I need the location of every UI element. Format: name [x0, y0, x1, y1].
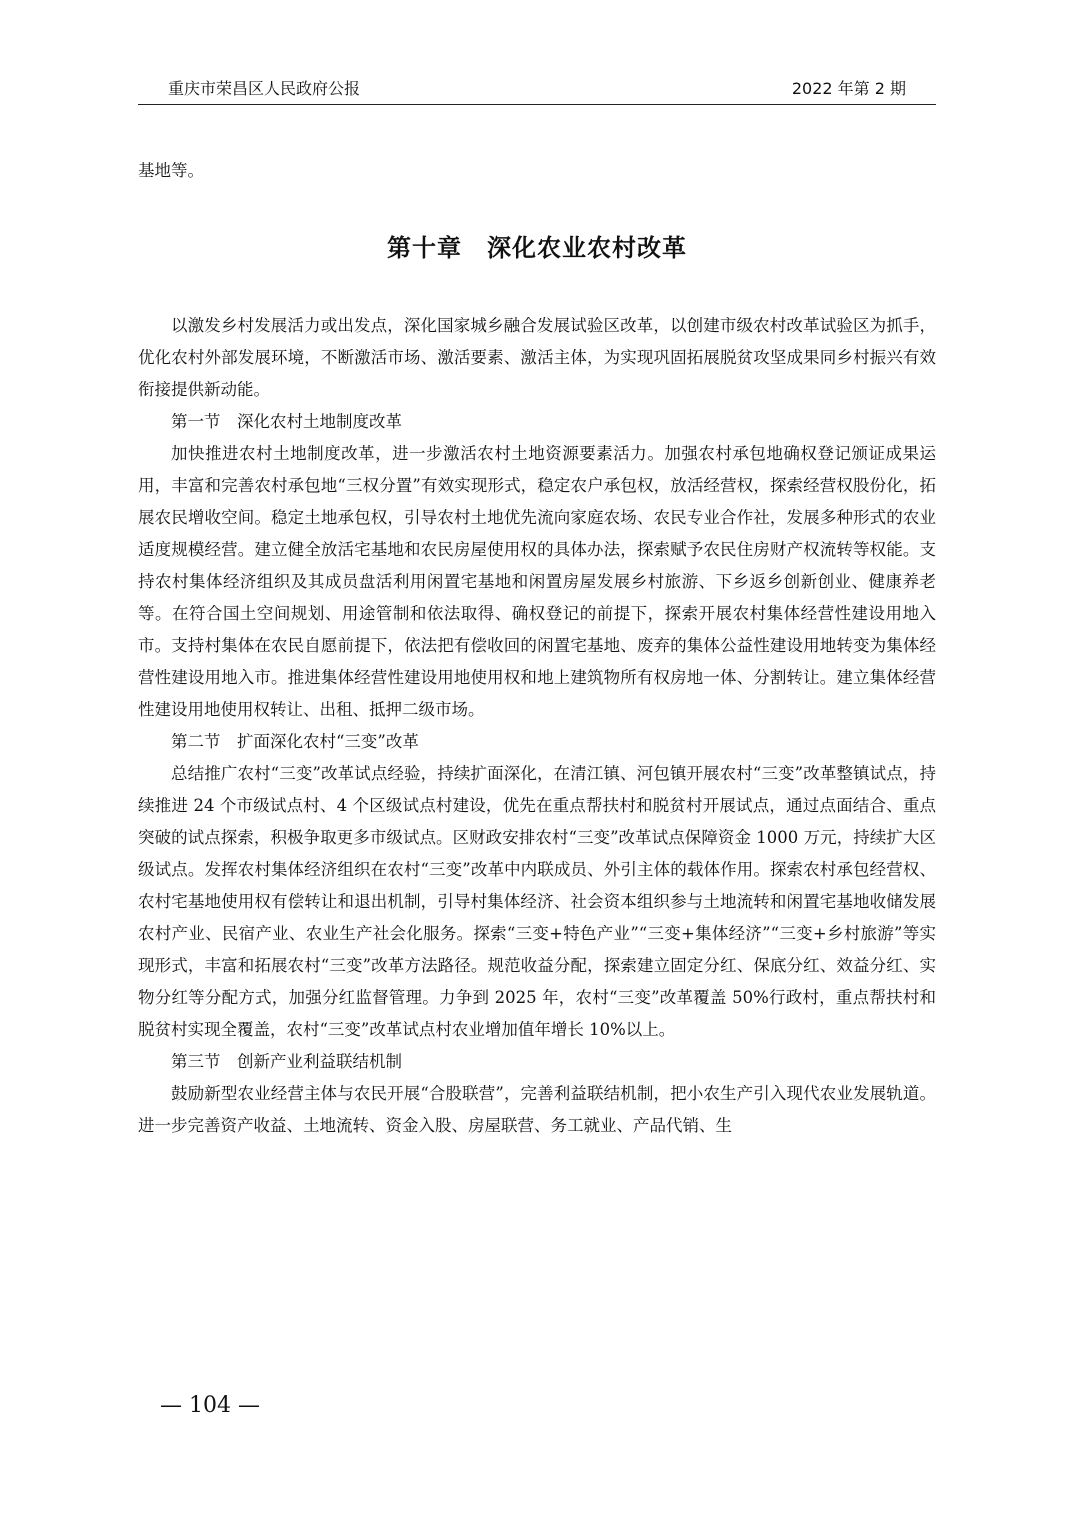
page-number: — 104 —: [160, 1393, 260, 1418]
section-heading-3: 第三节 创新产业利益联结机制: [171, 1052, 402, 1071]
section-3-paragraph: 鼓励新型农业经营主体与农民开展“合股联营”，完善利益联结机制，把小农生产引入现代农业发展轨道。进一步完善资产收益、土地流转、资金入股、房屋联营、务工就业、产品代销、生: [138, 1084, 936, 1135]
intro-paragraph: 以激发乡村发展活力或出发点，深化国家城乡融合发展试验区改革，以创建市级农村改革试验区为抓手，优化农村外部发展环境，不断激活市场、激活要素、激活主体，为实现巩固拓展脱贫攻坚成果同乡村振兴有效衔接提供新动能。: [138, 316, 936, 399]
publication-name: 重庆市荣昌区人民政府公报: [168, 79, 361, 98]
chapter-content: [138, 310, 936, 1142]
section-heading-2: 第二节 扩面深化农村“三变”改革: [171, 732, 419, 751]
carryover-text: 基地等。: [138, 161, 204, 180]
section-1-paragraph: 加快推进农村土地制度改革，进一步激活农村土地资源要素活力。加强农村承包地确权登记颁证成果运用，丰富和完善农村承包地“三权分置”有效实现形式，稳定农户承包权，放活经营权，探索经营权股份化，拓展农民增收空间。稳定土地承包权，引导农村土地优先流向家庭农场、农民专业合作社，发展多种形式的农业适度规模经营。建立健全放活宅基地和农民房屋使用权的具体办法，探索赋予农民住房财产权流转等权能。支持农村集体经济组织及其成员盘活利用闲置宅基地和闲置房屋发展乡村旅游、下乡返乡创新创业、健康养老等。在符合国土空间规划、用途管制和依法取得、确权登记的前提下，探索开展农村集体经营性建设用地入市。支持村集体在农民自愿前提下，依法把有偿收回的闲置宅基地、废弃的集体公益性建设用地转变为集体经营性建设用地入市。推进集体经营性建设用地使用权和地上建筑物所有权房地一体、分割转让。建立集体经营性建设用地使用权转让、出租、抵押二级市场。: [138, 444, 936, 719]
chapter-title: 第十章 深化农业农村改革: [387, 233, 687, 262]
issue-label: 2022 年第 2 期: [791, 79, 906, 98]
page-header: [138, 78, 936, 105]
section-2-paragraph: 总结推广农村“三变”改革试点经验，持续扩面深化，在清江镇、河包镇开展农村“三变”改革整镇试点，持续推进 24 个市级试点村、4 个区级试点村建设，优先在重点帮扶村和脱贫村开展试点，通过点面结合、重点突破的试点探索，积极争取更多市级试点。区财政安排农村“三变”改革试点保障资金 1000 万元，持续扩大区级试点。发挥农村集体经济组织在农村“三变”改革中内联成员、外引主体的载体作用。探索农村承包经营权、农村宅基地使用权有偿转让和退出机制，引导村集体经济、社会资本组织参与土地流转和闲置宅基地收储发展农村产业、民宿产业、农业生产社会化服务。探索“三变+特色产业”“三变+集体经济”“三变+乡村旅游”等实现形式，丰富和拓展农村“三变”改革方法路径。规范收益分配，探索建立固定分红、保底分红、效益分红、实物分红等分配方式，加强分红监督管理。力争到 2025 年，农村“三变”改革覆盖 50%行政村，重点帮扶村和脱贫村实现全覆盖，农村“三变”改革试点村农业增加值年增长 10%以上。: [138, 764, 936, 1039]
section-heading-1: 第一节 深化农村土地制度改革: [171, 412, 402, 431]
